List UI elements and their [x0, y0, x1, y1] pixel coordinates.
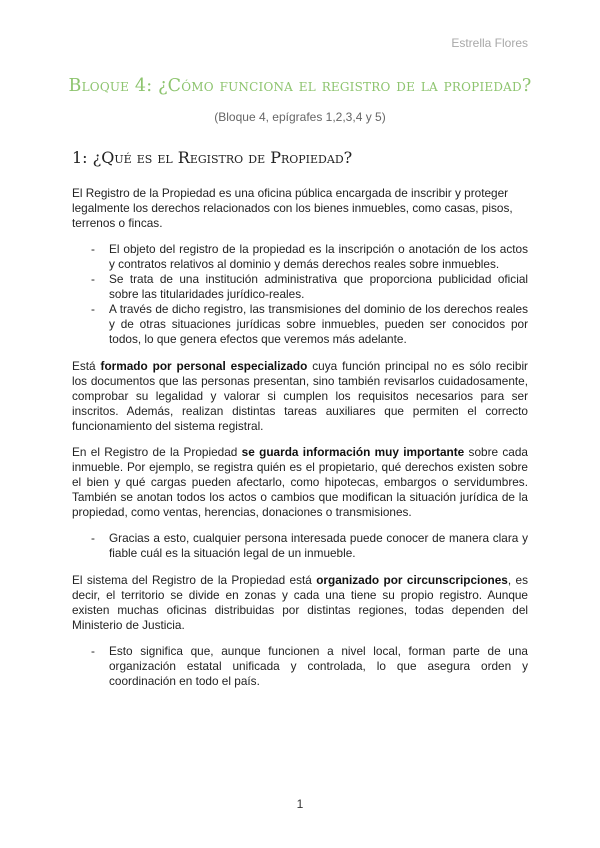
list-item: - Gracias a esto, cualquier persona interesada puede conocer de manera clara y fiable cuál es la situación legal de un inmueble. [109, 531, 528, 561]
list-item: - Se trata de una institución administrativa que proporciona publicidad oficial sobre las titularidades jurídico-reales. [109, 272, 528, 302]
document-title: Bloque 4: ¿Cómo funciona el registro de la propiedad? [68, 76, 532, 96]
list-item: - Esto significa que, aunque funcionen a nivel local, forman parte de una organización estatal unificada y controlada, lo que asegura orden y coordinación en todo el país. [109, 644, 528, 689]
organization-paragraph [72, 573, 528, 633]
staff-text-b: cuya función principal no es sólo recibir los documentos que las personas presentan, sino también revisarlos cuidadosamente, comprobar su legalidad y valorar si cumplen los requisitos necesarios para ser inscritos. Además, realizan distintas tareas auxiliares que permiten el correcto funcionamiento del sistema registral. [72, 359, 528, 433]
staff-text-a: Está [72, 359, 101, 373]
org-bold: organizado por circunscripciones [316, 573, 508, 587]
info-bold: se guarda información muy importante [241, 445, 465, 459]
info-text-a: En el Registro de la Propiedad [72, 445, 242, 459]
bullet-list-1 [72, 242, 528, 347]
page-number: 1 [296, 797, 304, 811]
info-text-b: sobre cada inmueble. Por ejemplo, se registra quién es el propietario, qué derechos existen sobre el bien y qué cargas pueden afectarlo, como hipotecas, embargos o servidumbres. También se anotan todos los actos o cambios que modifican la situación jurídica de la propiedad, como ventas, herencias, donaciones o transmisiones. [72, 445, 528, 519]
staff-paragraph [72, 359, 528, 434]
bullet-list-3 [72, 644, 528, 689]
section-heading: 1: ¿Qué es el Registro de Propiedad? [72, 148, 353, 167]
list-item: - A través de dicho registro, las transmisiones del dominio de los derechos reales y de otras situaciones jurídicas sobre inmuebles, pueden ser conocidos por todos, lo que genera efectos que veremos más adelante. [109, 302, 528, 347]
section-body [72, 186, 528, 701]
document-subtitle: (Bloque 4, epígrafes 1,2,3,4 y 5) [214, 110, 386, 124]
information-paragraph [72, 445, 528, 520]
org-text-a: El sistema del Registro de la Propiedad está [72, 573, 317, 587]
intro-paragraph: El Registro de la Propiedad es una oficina pública encargada de inscribir y proteger legalmente los derechos relacionados con los bienes inmuebles, como casas, pisos, terrenos o fincas. [72, 186, 513, 230]
org-text-b: , es decir, el territorio se divide en zonas y cada una tiene su propio registro. Aunque existen muchas oficinas distribuidas por distintas regiones, todas dependen del Ministerio de Justicia. [72, 573, 528, 632]
list-item: - El objeto del registro de la propiedad es la inscripción o anotación de los actos y contratos relativos al dominio y demás derechos reales sobre inmuebles. [109, 242, 528, 272]
bullet-list-2 [72, 531, 528, 561]
author-name: Estrella Flores [451, 36, 528, 50]
staff-bold: formado por personal especializado [100, 359, 308, 373]
